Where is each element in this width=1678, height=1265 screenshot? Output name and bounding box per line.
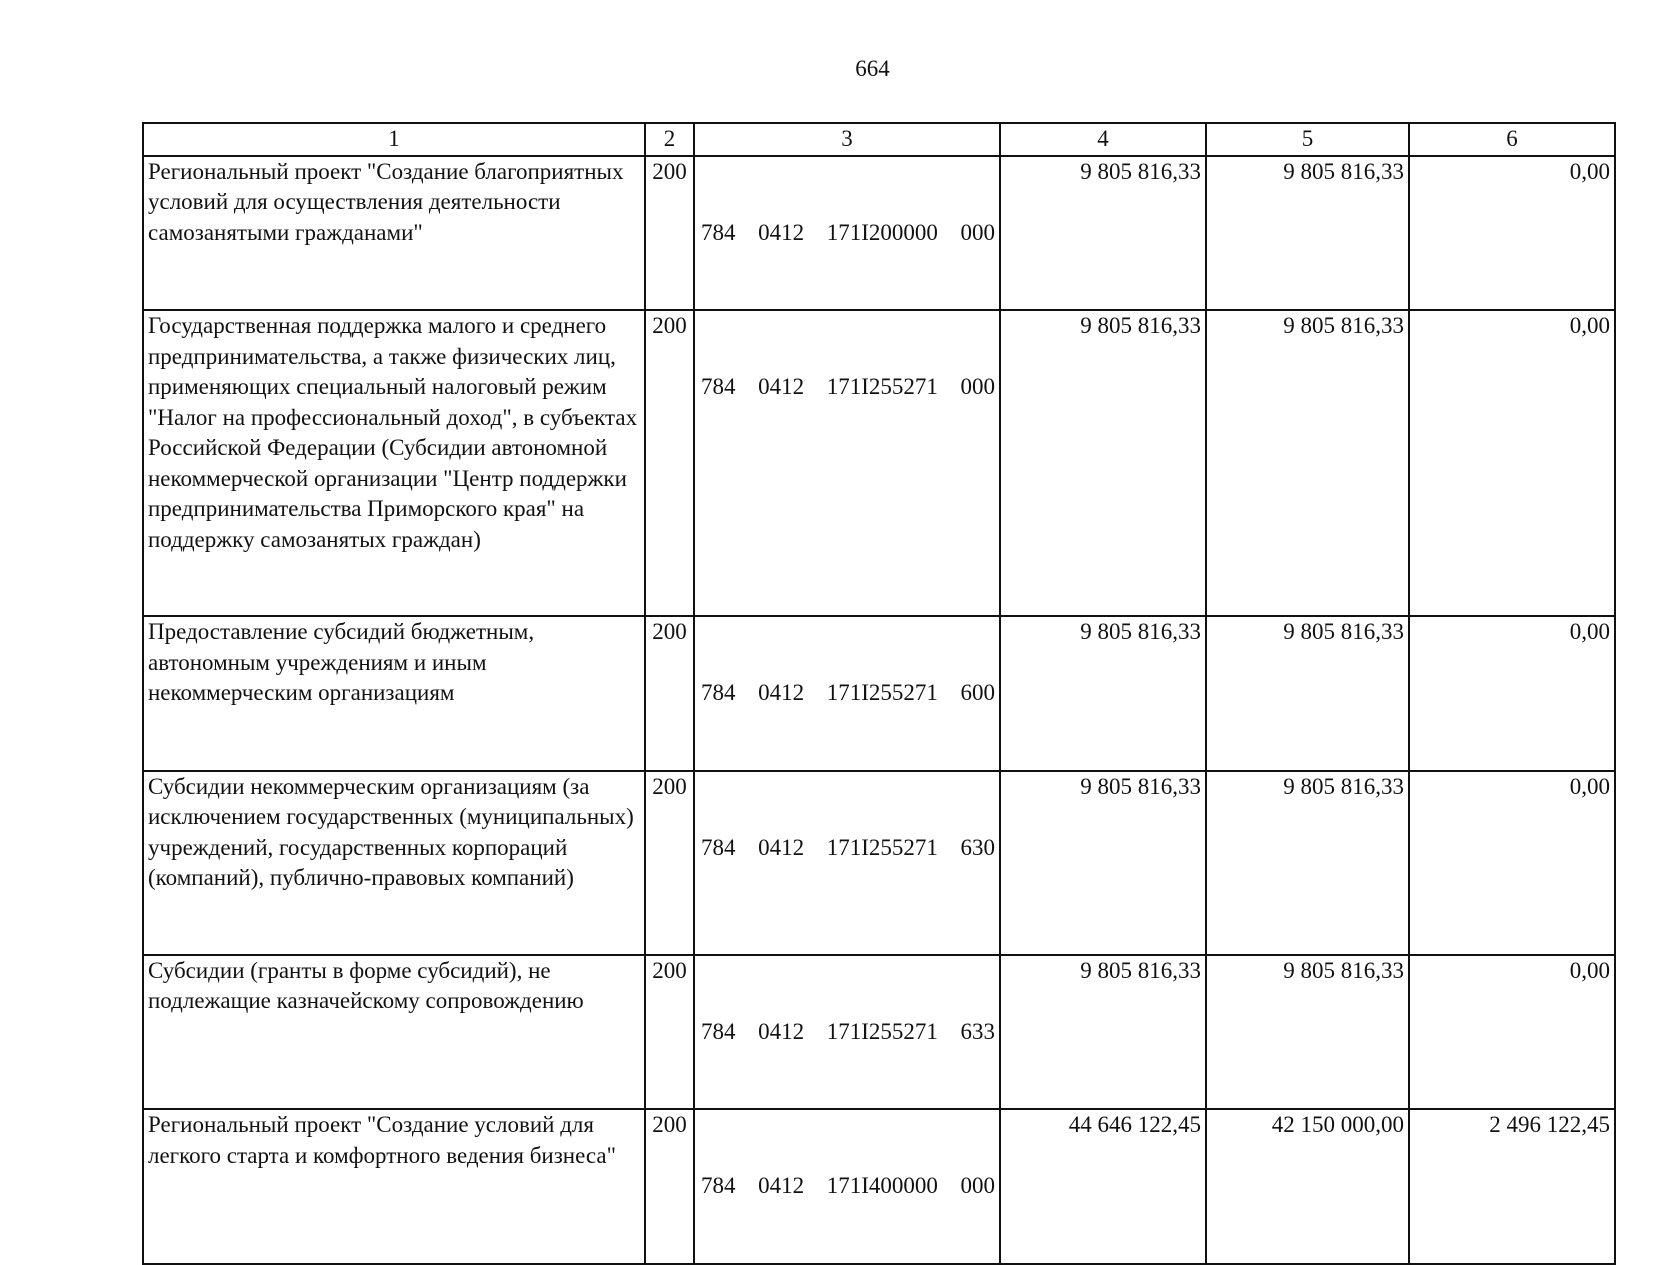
section-code: 0412 [758,834,805,860]
target-code: 171I255271 [826,1018,938,1044]
row-col5-value: 9 805 816,33 [1206,156,1409,311]
row-col4-value: 9 805 816,33 [1000,616,1206,771]
column-header: 2 [645,123,694,156]
table-header-row [143,123,1615,156]
row-classification [694,955,1000,1110]
expense-type-code: 000 [960,1173,995,1198]
row-name: Региональный проект "Создание условий для легкого старта и комфортного ведения бизнеса" [143,1109,645,1264]
table-row [143,616,1615,771]
column-header: 3 [694,123,1000,156]
column-header: 4 [1000,123,1206,156]
ministry-code: 784 [701,1173,736,1198]
page-number: 664 [855,56,890,81]
table-row [143,1109,1615,1264]
column-header: 5 [1206,123,1409,156]
row-col6-value: 0,00 [1409,955,1615,1110]
row-col4-value: 9 805 816,33 [1000,771,1206,955]
row-col6-value: 0,00 [1409,616,1615,771]
row-name: Субсидии (гранты в форме субсидий), не подлежащие казначейскому сопровождению [143,955,645,1110]
target-code: 171I255271 [826,680,938,705]
row-admin-code: 200 [645,616,694,771]
target-code: 171I400000 [826,1173,938,1198]
row-name: Субсидии некоммерческим организациям (за исключением государственных (муниципальных) учреждений, государственных корпораций (компаний), публично-правовых компаний) [143,771,645,955]
table-row [143,310,1615,616]
row-col4-value: 9 805 816,33 [1000,955,1206,1110]
row-name: Региональный проект "Создание благоприятных условий для осуществления деятельности самозанятыми гражданами" [143,156,645,311]
expense-type-code: 633 [960,1018,995,1044]
section-code: 0412 [758,374,805,399]
row-admin-code: 200 [645,771,694,955]
row-name: Государственная поддержка малого и среднего предпринимательства, а также физических лиц, применяющих специальный налоговый режим "Налог на профессиональный доход", в субъектах Российской Федерации (Субсидии автономной некоммерческой организации "Центр поддержки предпринимательства Приморского края" на поддержку самозанятых граждан) [143,310,645,616]
row-col5-value: 9 805 816,33 [1206,310,1409,616]
expense-type-code: 000 [960,219,995,245]
row-col5-value: 9 805 816,33 [1206,771,1409,955]
row-admin-code: 200 [645,955,694,1110]
ministry-code: 784 [701,680,736,705]
expense-type-code: 600 [960,680,995,705]
expense-type-code: 630 [960,834,995,860]
row-col6-value: 0,00 [1409,310,1615,616]
row-classification [694,616,1000,771]
row-col5-value: 42 150 000,00 [1206,1109,1409,1264]
ministry-code: 784 [701,374,736,399]
section-code: 0412 [758,1173,805,1198]
row-name: Предоставление субсидий бюджетным, автономным учреждениям и иным некоммерческим организациям [143,616,645,771]
row-col4-value: 44 646 122,45 [1000,1109,1206,1264]
budget-table [142,122,1616,1265]
row-col4-value: 9 805 816,33 [1000,310,1206,616]
ministry-code: 784 [701,1018,736,1044]
row-admin-code: 200 [645,1109,694,1264]
row-col6-value: 0,00 [1409,771,1615,955]
column-header: 6 [1409,123,1615,156]
section-code: 0412 [758,219,805,245]
row-col5-value: 9 805 816,33 [1206,955,1409,1110]
section-code: 0412 [758,1018,805,1044]
row-admin-code: 200 [645,310,694,616]
expense-type-code: 000 [960,374,995,399]
target-code: 171I255271 [826,374,938,399]
table-row [143,771,1615,955]
table-row [143,955,1615,1110]
row-col4-value: 9 805 816,33 [1000,156,1206,311]
table-row [143,156,1615,311]
row-col6-value: 0,00 [1409,156,1615,311]
row-classification [694,771,1000,955]
row-col5-value: 9 805 816,33 [1206,616,1409,771]
row-classification [694,156,1000,311]
section-code: 0412 [758,680,805,705]
ministry-code: 784 [701,219,736,245]
ministry-code: 784 [701,834,736,860]
row-admin-code: 200 [645,156,694,311]
target-code: 171I255271 [826,834,938,860]
row-classification [694,310,1000,616]
target-code: 171I200000 [826,219,938,245]
row-classification [694,1109,1000,1264]
row-col6-value: 2 496 122,45 [1409,1109,1615,1264]
column-header: 1 [143,123,645,156]
